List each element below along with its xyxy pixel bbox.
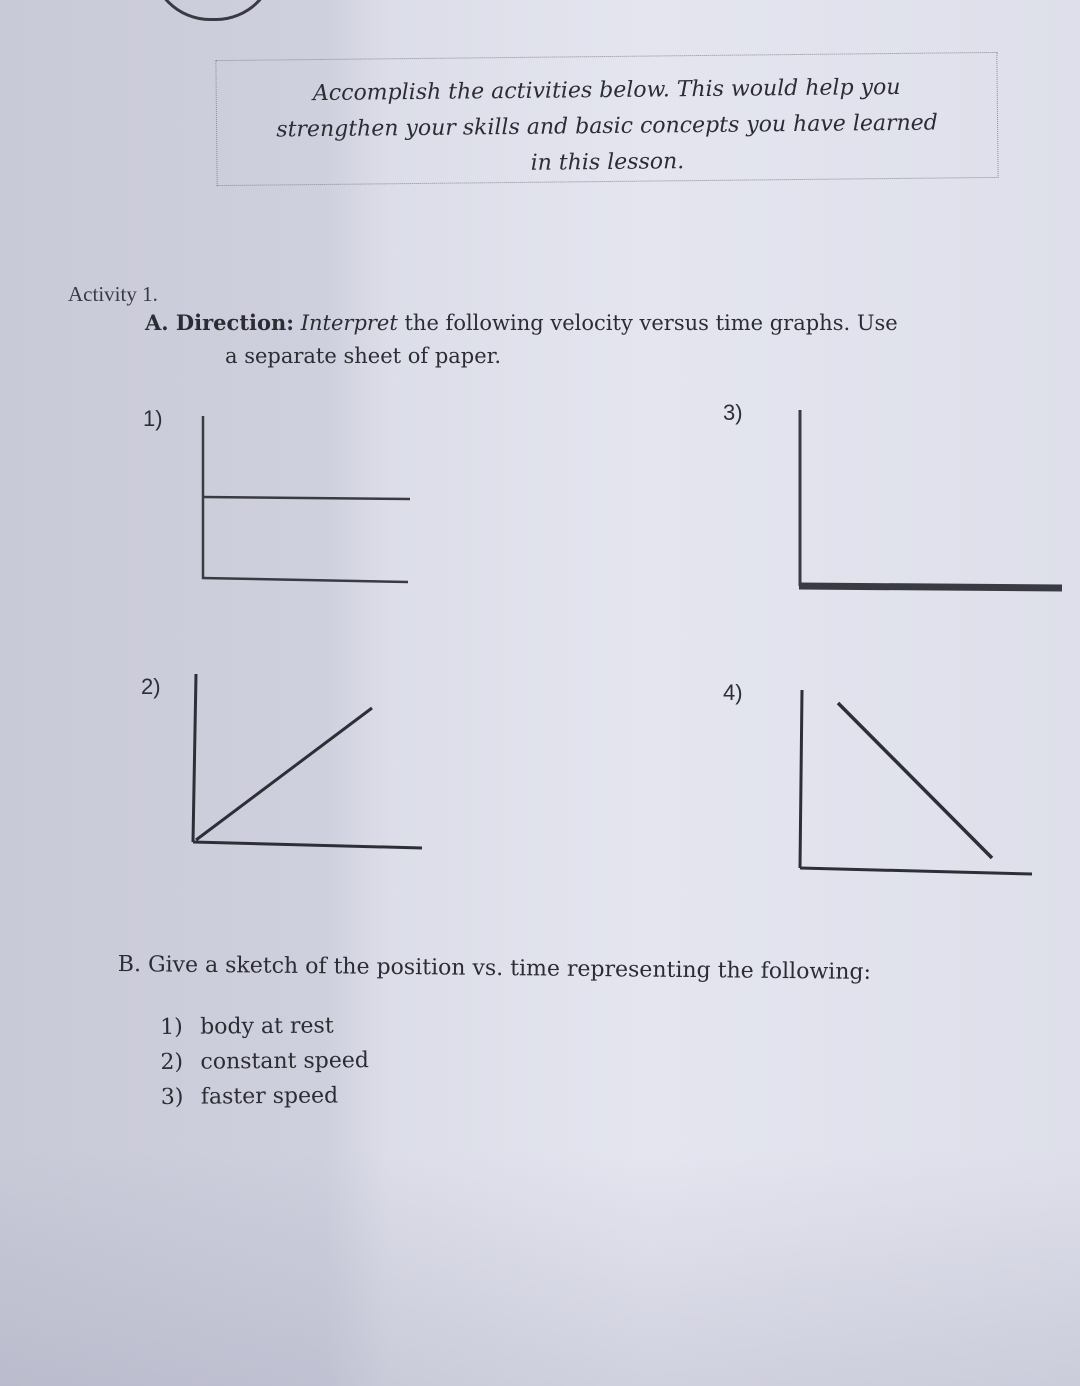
list-item-number: 2)	[160, 1049, 184, 1075]
graph-4-data-line	[838, 703, 992, 858]
list-item	[160, 1043, 369, 1080]
list-item-text: body at rest	[200, 1013, 334, 1040]
direction-verb: Interpret	[300, 311, 398, 335]
direction-rest: the following velocity versus time graphs. Use	[404, 311, 898, 335]
graph-3-x-axis	[799, 586, 1062, 588]
graph-1-label: 1)	[143, 406, 163, 431]
list-item-number: 1)	[160, 1014, 183, 1040]
list-item	[160, 1008, 369, 1045]
graph-1-x-axis	[202, 578, 408, 582]
direction-label: A. Direction:	[145, 310, 295, 335]
list-item-text: faster speed	[200, 1083, 339, 1110]
graph-4-x-axis	[800, 868, 1032, 874]
part-b-heading: B. Give a sketch of the position vs. time representing the following:	[117, 952, 872, 985]
graph-4-label: 4)	[723, 680, 743, 705]
activity-title: Activity 1.	[68, 282, 158, 306]
graph-1	[202, 416, 410, 582]
graph-2-x-axis	[193, 842, 422, 848]
graph-2-label: 2)	[141, 674, 161, 699]
graph-2-y-axis	[193, 674, 196, 842]
graph-4-y-axis	[800, 690, 802, 868]
graph-1-data-line	[203, 497, 410, 499]
graph-2-data-line	[196, 708, 372, 840]
list-item-text: constant speed	[200, 1048, 370, 1075]
graph-4	[800, 690, 1032, 874]
graph-3	[799, 410, 1062, 588]
graph-2	[193, 674, 422, 848]
direction-line2: a separate sheet of paper.	[225, 344, 502, 368]
list-item	[161, 1078, 370, 1115]
part-b-list	[160, 1008, 369, 1115]
list-item-number: 3)	[160, 1084, 184, 1110]
intro-text: Accomplish the activities below. This would help you strengthen your skills and basic concepts you have learned in this lesson.	[276, 74, 938, 176]
graph-3-label: 3)	[723, 400, 743, 425]
